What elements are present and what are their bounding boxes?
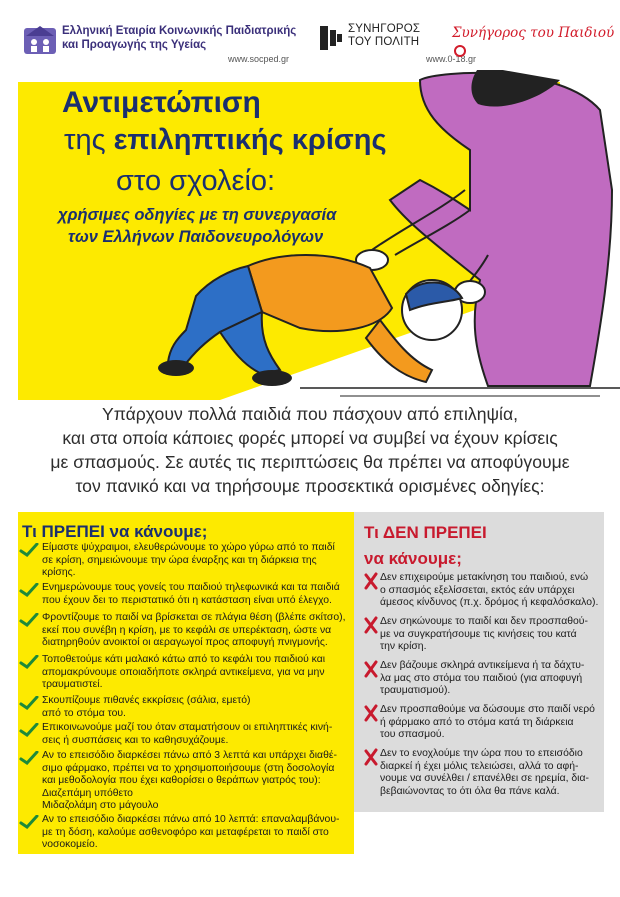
dont-list-item-line: Δεν βάζουμε σκληρά αντικείμενα ή τα δάχτυ- [380, 660, 585, 671]
hero-title-line2-prefix: της [64, 124, 114, 156]
socped-name-line1: Ελληνική Εταιρία Κοινωνικής Παιδιατρικής [62, 25, 297, 37]
dont-list-item-line: την κρίση. [380, 641, 427, 652]
do-list-item [18, 750, 348, 813]
do-list-item-line: νοσοκομείο. [42, 839, 98, 850]
socped-name-line2: και Προαγωγής της Υγείας [62, 39, 207, 51]
do-list-item-text [42, 722, 348, 747]
cross-icon [364, 572, 378, 590]
socped-logo-block[interactable] [22, 22, 302, 58]
do-list-item-text [42, 582, 348, 607]
do-list-item-text [42, 814, 348, 852]
hero-subtitle-line1: χρήσιμες οδηγίες με τη συνεργασία [58, 206, 337, 224]
ombudsman-logo-block[interactable] [318, 22, 438, 58]
checkmark-icon [19, 613, 39, 627]
do-list-item-line: εκεί που συνέβη η κρίση, με το κεφάλι σε υπερέκταση, ώστε να [42, 624, 332, 636]
dont-list-item-line: λα μας στο στόμα του παιδιού (για αποφυγή [380, 672, 583, 684]
do-list-item-line: Αν το επεισόδιο διαρκέσει πάνω από 3 λεπτά και υπάρχει διαθέ- [42, 750, 337, 761]
do-list-item-line: και μεθοδολογία που έχει καθορίσει ο θεράπων γιατρός του): [42, 775, 321, 786]
ombudsman-name [348, 23, 420, 49]
dont-list-item [354, 572, 602, 610]
do-list-item-line: διατηρηθούν ανοικτοί οι αεραγωγοί προς αποφυγή πνιγμονής. [42, 637, 328, 648]
do-list-item-text [42, 654, 348, 692]
do-list-item-line: απομακρύνουμε οποιαδήποτε σκληρά αντικείμενα, για να μην [42, 666, 325, 678]
dont-title-line1: Τι ΔΕΝ ΠΡΕΠΕΙ [364, 523, 487, 542]
dont-list-item-line: Δεν προσπαθούμε να δώσουμε στο παιδί νερό [380, 704, 595, 715]
do-list-item-line: Φροντίζουμε το παιδί να βρίσκεται σε πλάγια θέση (βλέπε σκίτσο), [42, 612, 346, 623]
do-list-item-line: Τοποθετούμε κάτι μαλακό κάτω από το κεφάλι του παιδιού και [42, 654, 326, 665]
dont-list-item-line: ή φάρμακο από το στόμα κατά τη διάρκεια [380, 716, 574, 728]
checkmark-icon [19, 696, 39, 710]
do-list-item-text [42, 542, 348, 580]
do-list-item [18, 582, 348, 607]
do-list-item-line: Αν το επεισόδιο διαρκέσει πάνω από 10 λεπτά: επαναλαμβάνου- [42, 814, 340, 825]
dont-list-item-line: τραυματισμού). [380, 685, 451, 696]
dont-list-item-line: διαρκεί ή έχει μόλις τελειώσει, αλλά το αφή- [380, 760, 579, 772]
do-section-title: Τι ΠΡΕΠΕΙ να κάνουμε; [22, 522, 208, 541]
checkmark-icon [19, 583, 39, 597]
do-list-item-line: με τη δόση, καλούμε ασθενοφόρο και μεταφέρεται το παιδί στο [42, 826, 329, 838]
do-list-item-line: σεις ή συσπάσεις και το καθησυχάζουμε. [42, 734, 229, 746]
child-ombudsman-name: Συνήγορος του Παιδιού [452, 25, 615, 41]
intro-line1: Υπάρχουν πολλά παιδιά που πάσχουν από επιληψία, [101, 404, 519, 424]
do-list-item [18, 542, 348, 580]
do-list-item-line: σε κρίση, σημειώνουμε την ώρα έναρξης και τη διάρκεια της [42, 554, 317, 566]
dont-list-item-text [380, 704, 602, 742]
ombudsman-name-line2: ΤΟΥ ΠΟΛΙΤΗ [348, 36, 420, 48]
ombudsman-url[interactable]: www.0-18.gr [426, 54, 477, 64]
do-list-item-line: κρίσης. [42, 567, 76, 578]
dont-section-title [364, 520, 487, 572]
intro-line3: με σπασμούς. Σε αυτές τις περιπτώσεις θα πρέπει να αποφύγουμε [50, 452, 570, 472]
do-list-item-text [42, 695, 348, 720]
intro-line4: τον πανικό και να τηρήσουμε προσεκτικά ορισμένες οδηγίες: [75, 476, 545, 496]
checkmark-icon [19, 655, 39, 669]
do-list-item-text [42, 750, 348, 813]
do-list-item-line: από το στόμα του. [42, 707, 126, 719]
hero-title-line2-bold: επιληπτικής κρίσης [113, 124, 387, 156]
socped-logo-icon [22, 22, 58, 58]
dont-list-item-line: Δεν το ενοχλούμε την ώρα που το επεισόδιο [380, 748, 583, 759]
dont-list-item [354, 616, 602, 654]
checkmark-icon [19, 543, 39, 557]
do-list-item [18, 695, 348, 720]
dont-list-item [354, 748, 602, 798]
do-list-item-line: Σκουπίζουμε πιθανές εκκρίσεις (σάλια, εμετό) [42, 695, 251, 706]
header [0, 0, 620, 70]
do-list-item [18, 612, 348, 650]
socped-url[interactable]: www.socped.gr [228, 54, 290, 64]
do-list-item-line: που έχουν δει το περιστατικό ότι η κατάσταση είναι υπό έλεγχο. [42, 594, 332, 606]
dont-list-item-text [380, 572, 602, 610]
checkmark-icon [19, 815, 39, 829]
dont-list-item-line: βεβαιώνοντας το ότι όλα θα πάνε καλά. [380, 785, 560, 797]
intro-line2: και στα οποία κάποιες φορές μπορεί να συμβεί να έχουν κρίσεις [62, 428, 558, 448]
do-list-item-line: σιμο φάρμακο, πρέπει να το χρησιμοποιήσουμε (στη δοσολογία [42, 762, 335, 774]
checkmark-icon [19, 723, 39, 737]
dont-title-line2: να κάνουμε; [364, 549, 462, 568]
dont-list-item [354, 660, 602, 698]
child-ombudsman-logo[interactable] [452, 24, 615, 54]
do-list-item [18, 654, 348, 692]
hero-title-line3: στο σχολείο: [116, 165, 276, 197]
smile-icon [454, 45, 466, 57]
do-list-item-line: τραυματιστεί. [42, 679, 103, 690]
hero-banner [0, 70, 620, 400]
dont-list-item-line: του σπασμού. [380, 729, 445, 740]
do-list-item-line: Ενημερώνουμε τους γονείς του παιδιού τηλεφωνικά και τα παιδιά [42, 582, 340, 593]
do-list-item-text [42, 612, 348, 650]
socped-name [62, 24, 296, 52]
dont-list-item-line: Δεν επιχειρούμε μετακίνηση του παιδιού, ενώ [380, 572, 589, 583]
cross-icon [364, 616, 378, 634]
hero-subtitle-line2: των Ελλήνων Παιδονευρολόγων [68, 228, 324, 246]
do-list-item-line: Μιδαζολάμη στο μάγουλο [42, 800, 159, 811]
cross-icon [364, 660, 378, 678]
ombudsman-logo-icon [318, 24, 344, 52]
dont-list-item [354, 704, 602, 742]
dont-list-item-text [380, 660, 602, 698]
do-list-item-line: Είμαστε ψύχραιμοι, ελευθερώνουμε το χώρο γύρω από το παιδί [42, 542, 335, 553]
hero-title-line2 [64, 124, 387, 157]
dont-list-item-text [380, 748, 602, 798]
dont-list-item-line: ο σπασμός εξελίσσεται, εκτός εάν υπάρχει [380, 584, 575, 596]
checkmark-icon [19, 751, 39, 765]
cross-icon [364, 704, 378, 722]
do-list-item [18, 814, 348, 852]
do-list-item [18, 722, 348, 747]
hero-title-line1: Αντιμετώπιση [62, 86, 261, 119]
dont-list-item-line: νουμε να συνέλθει / επανέλθει σε ηρεμία, δια- [380, 773, 589, 784]
intro-paragraph [0, 402, 620, 498]
dont-list-item-line: με να συγκρατήσουμε τις κινήσεις του κατά [380, 628, 577, 640]
dont-section [354, 512, 604, 812]
dont-list-item-line: άμεσος κίνδυνος (π.χ. δρόμος ή κεφαλόσκαλο). [380, 597, 599, 608]
do-section [18, 512, 354, 854]
do-list-item-line: Διαζεπάμη υπόθετο [42, 787, 133, 799]
ombudsman-name-line1: ΣΥΝΗΓΟΡΟΣ [348, 23, 421, 35]
dont-list-item-line: Δεν σηκώνουμε το παιδί και δεν προσπαθού- [380, 616, 588, 627]
dont-list-item-text [380, 616, 602, 654]
cross-icon [364, 748, 378, 766]
do-list-item-line: Επικοινωνούμε μαζί του όταν σταματήσουν οι επιληπτικές κινή- [42, 722, 333, 733]
